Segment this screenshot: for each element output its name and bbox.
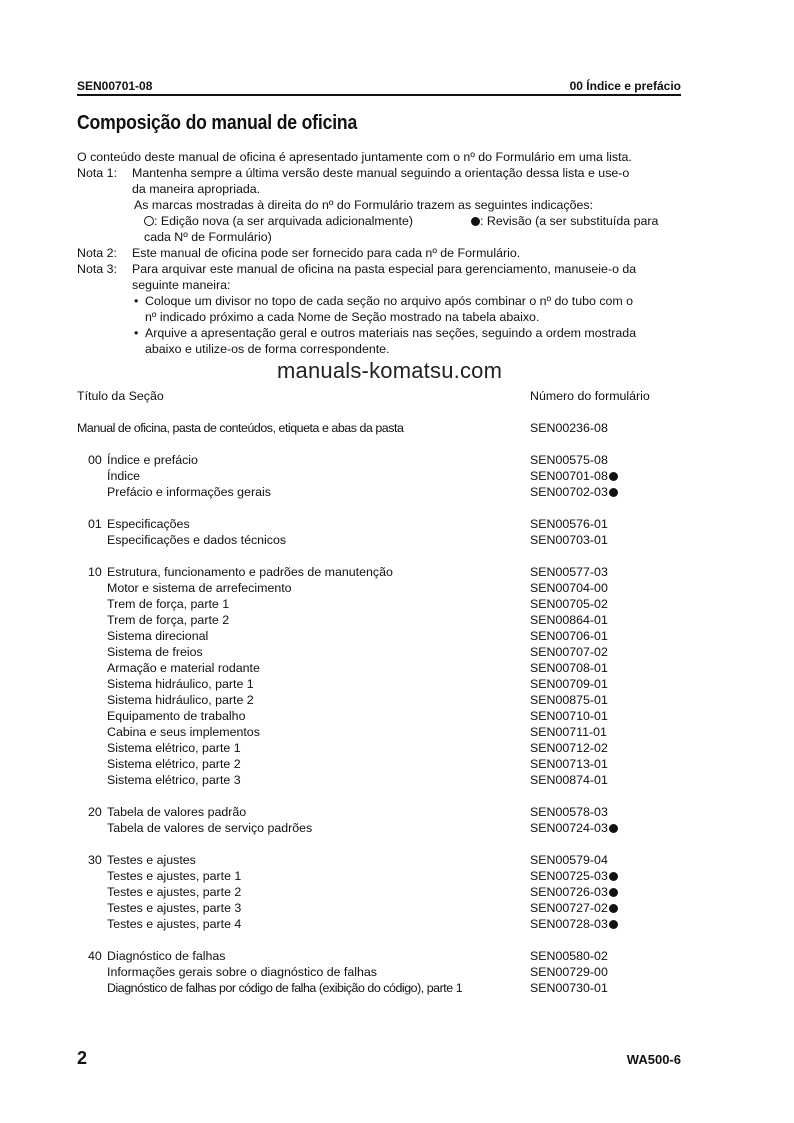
bullet-line: abaixo e utilize-os de forma correspondente. [145, 342, 390, 356]
form-number-cell [530, 756, 608, 772]
section-number: 00 [88, 453, 102, 467]
table-row [77, 852, 697, 868]
form-number: SEN00702-03 [530, 485, 608, 499]
table-row [77, 484, 697, 500]
section-number: 40 [88, 949, 102, 963]
form-number-cell [530, 516, 608, 532]
legend-revision-cont: cada Nº de Formulário) [144, 230, 272, 244]
section-title: Sistema direcional [107, 629, 209, 643]
col-form-header: Número do formulário [530, 389, 650, 403]
revision-mark-icon [609, 824, 618, 833]
form-number: SEN00705-02 [530, 597, 608, 611]
section-number: 20 [88, 805, 102, 819]
bullet-line: Coloque um divisor no topo de cada seção no arquivo após combinar o nº do tubo com o [145, 294, 634, 308]
form-number-cell [530, 980, 608, 996]
section-number: 01 [88, 517, 102, 531]
section-number: 10 [88, 565, 102, 579]
section-name: 00 Índice e prefácio [569, 79, 681, 93]
table-row [77, 660, 697, 676]
model-name: WA500-6 [626, 1052, 681, 1067]
form-number-cell [530, 820, 618, 836]
form-number-cell [530, 532, 608, 548]
page-number: 2 [77, 1048, 88, 1068]
section-title: Especificações [107, 517, 190, 531]
form-number-cell [530, 916, 618, 932]
watermark: manuals-komatsu.com [277, 358, 503, 383]
nota1-line: da maneira apropriada. [132, 182, 261, 196]
nota2-text: Este manual de oficina pode ser fornecido para cada nº de Formulário. [132, 246, 521, 260]
page-header [77, 78, 681, 96]
nota3-label: Nota 3: [77, 262, 117, 276]
nota3-line: Para arquivar este manual de oficina na pasta especial para gerenciamento, manuseie-o da [132, 262, 637, 276]
table-row [77, 868, 697, 884]
revision-mark-icon [609, 888, 618, 897]
table-row [77, 612, 697, 628]
form-number: SEN00709-01 [530, 677, 608, 691]
form-number: SEN00875-01 [530, 693, 608, 707]
section-title: Informações gerais sobre o diagnóstico de falhas [107, 965, 377, 979]
intro-notes [77, 149, 687, 357]
revision-mark-icon [609, 488, 618, 497]
section-title: Armação e material rodante [107, 661, 260, 675]
form-number-cell [530, 596, 608, 612]
form-number-cell [530, 852, 608, 868]
section-title: Índice e prefácio [107, 453, 198, 467]
revision-mark-icon [609, 472, 618, 481]
filled-circle-icon [471, 217, 480, 226]
legend-new: : Edição nova (a ser arquivada adicionalmente) [144, 213, 413, 229]
form-number: SEN00864-01 [530, 613, 608, 627]
section-title: Sistema hidráulico, parte 1 [107, 677, 254, 691]
form-number: SEN00575-08 [530, 453, 608, 467]
table-row [77, 596, 697, 612]
spacer-row [77, 788, 697, 804]
page-title: Composição do manual de oficina [77, 112, 358, 134]
form-number-cell [530, 724, 607, 740]
form-number: SEN00712-02 [530, 741, 608, 755]
revision-mark-icon [609, 872, 618, 881]
form-number-cell [530, 484, 618, 500]
form-number-cell [530, 468, 618, 484]
form-number: SEN00710-01 [530, 709, 608, 723]
section-title: Manual de oficina, pasta de conteúdos, etiqueta e abas da pasta [77, 421, 404, 435]
form-number: SEN00704-00 [530, 581, 608, 595]
table-row [77, 468, 697, 484]
nota1-line: Mantenha sempre a última versão deste manual seguindo a orientação dessa lista e use-o [132, 166, 630, 180]
spacer-row [77, 436, 697, 452]
table-row [77, 724, 697, 740]
table-row [77, 516, 697, 532]
section-title: Sistema elétrico, parte 2 [107, 757, 241, 771]
form-number: SEN00730-01 [530, 981, 608, 995]
form-number: SEN00713-01 [530, 757, 608, 771]
section-title: Motor e sistema de arrefecimento [107, 581, 292, 595]
form-number: SEN00724-03 [530, 821, 608, 835]
form-number-cell [530, 708, 608, 724]
table-row [77, 644, 697, 660]
form-number-cell [530, 900, 618, 916]
form-number-cell [530, 612, 608, 628]
nota1-label: Nota 1: [77, 166, 117, 180]
table-row [77, 884, 697, 900]
form-number: SEN00727-02 [530, 901, 608, 915]
bullet-line: nº indicado próximo a cada Nome de Seção mostrado na tabela abaixo. [145, 310, 540, 324]
section-title: Sistema de freios [107, 645, 203, 659]
section-title: Testes e ajustes [107, 853, 196, 867]
form-number: SEN00578-03 [530, 805, 608, 819]
spacer-row [77, 932, 697, 948]
form-number: SEN00708-01 [530, 661, 608, 675]
legend-revision: : Revisão (a ser substituída para [470, 213, 658, 229]
nota2-label: Nota 2: [77, 246, 117, 260]
form-number: SEN00579-04 [530, 853, 608, 867]
form-number: SEN00728-03 [530, 917, 608, 931]
section-title: Índice [107, 469, 141, 483]
section-title: Trem de força, parte 1 [107, 597, 230, 611]
spacer-row [77, 836, 697, 852]
table-row [77, 692, 697, 708]
table-row [77, 564, 697, 580]
col-title-header: Título da Seção [77, 389, 164, 403]
form-number: SEN00707-02 [530, 645, 608, 659]
section-title: Tabela de valores padrão [107, 805, 247, 819]
section-title: Tabela de valores de serviço padrões [107, 821, 313, 835]
table-row [77, 420, 697, 436]
section-number: 30 [88, 853, 102, 867]
table-row [77, 628, 697, 644]
section-title: Estrutura, funcionamento e padrões de manutenção [107, 565, 393, 579]
nota1-line: As marcas mostradas à direita do nº do Formulário trazem as seguintes indicações: [134, 198, 594, 212]
form-number-cell [530, 644, 608, 660]
form-number: SEN00577-03 [530, 565, 608, 579]
section-title: Diagnóstico de falhas por código de falha (exibição do código), parte 1 [107, 981, 463, 995]
section-title: Sistema elétrico, parte 3 [107, 773, 241, 787]
form-number-cell [530, 964, 608, 980]
section-title: Testes e ajustes, parte 1 [107, 869, 242, 883]
form-number-cell [530, 692, 608, 708]
form-number: SEN00726-03 [530, 885, 608, 899]
section-table [77, 388, 697, 996]
section-title: Diagnóstico de falhas [107, 949, 226, 963]
intro-text: O conteúdo deste manual de oficina é apresentado juntamente com o nº do Formulário em uma lista. [77, 150, 632, 164]
table-row [77, 708, 697, 724]
bullet-icon: • [134, 326, 139, 340]
table-row [77, 772, 697, 788]
form-number: SEN00729-00 [530, 965, 608, 979]
form-number: SEN00576-01 [530, 517, 608, 531]
form-number-cell [530, 580, 608, 596]
table-row [77, 740, 697, 756]
table-row [77, 964, 697, 980]
form-number-cell [530, 660, 608, 676]
nota3-line: seguinte maneira: [132, 278, 231, 292]
spacer-row [77, 500, 697, 516]
table-row [77, 900, 697, 916]
form-number-cell [530, 884, 618, 900]
bullet-icon: • [134, 294, 139, 308]
form-number-cell [530, 772, 608, 788]
form-number-cell [530, 868, 618, 884]
section-title: Cabina e seus implementos [107, 725, 260, 739]
revision-mark-icon [609, 920, 618, 929]
form-number-cell [530, 564, 608, 580]
bullet-line: Arquive a apresentação geral e outros materiais nas seções, seguindo a ordem mostrada [145, 326, 637, 340]
table-row [77, 756, 697, 772]
form-number-cell [530, 948, 608, 964]
form-number-cell [530, 740, 608, 756]
section-title: Testes e ajustes, parte 3 [107, 901, 242, 915]
form-number-cell [530, 628, 608, 644]
open-circle-icon [144, 216, 154, 226]
table-row [77, 804, 697, 820]
section-title: Equipamento de trabalho [107, 709, 246, 723]
section-title: Especificações e dados técnicos [107, 533, 287, 547]
spacer-row [77, 548, 697, 564]
section-title: Sistema hidráulico, parte 2 [107, 693, 254, 707]
section-title: Trem de força, parte 2 [107, 613, 230, 627]
table-row [77, 452, 697, 468]
table-header [77, 388, 697, 404]
form-number: SEN00874-01 [530, 773, 608, 787]
form-number-cell [530, 420, 608, 436]
form-number: SEN00701-08 [530, 469, 608, 483]
form-number: SEN00725-03 [530, 869, 608, 883]
form-number: SEN00703-01 [530, 533, 608, 547]
form-number: SEN00711-01 [530, 725, 607, 739]
section-title: Sistema elétrico, parte 1 [107, 741, 241, 755]
form-number: SEN00580-02 [530, 949, 608, 963]
table-row [77, 948, 697, 964]
spacer-row [77, 404, 697, 420]
section-title: Testes e ajustes, parte 2 [107, 885, 242, 899]
table-row [77, 676, 697, 692]
form-number-cell [530, 676, 608, 692]
revision-mark-icon [609, 904, 618, 913]
form-number: SEN00706-01 [530, 629, 608, 643]
table-row [77, 580, 697, 596]
form-number-cell [530, 452, 608, 468]
section-title: Prefácio e informações gerais [107, 485, 271, 499]
form-number: SEN00236-08 [530, 421, 608, 435]
doc-code: SEN00701-08 [77, 79, 153, 93]
table-row [77, 980, 697, 996]
table-row [77, 532, 697, 548]
section-title: Testes e ajustes, parte 4 [107, 917, 242, 931]
table-row [77, 916, 697, 932]
form-number-cell [530, 804, 608, 820]
table-row [77, 820, 697, 836]
